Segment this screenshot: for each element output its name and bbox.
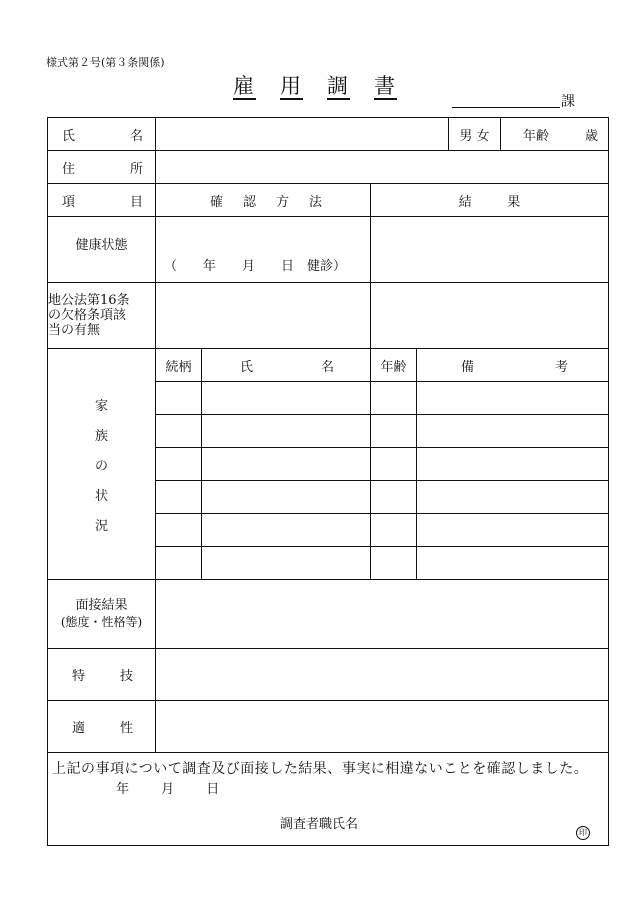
disqualification-result-field[interactable] bbox=[371, 283, 609, 349]
relation-cell[interactable] bbox=[156, 382, 202, 415]
relation-header: 続柄 bbox=[156, 349, 202, 382]
employment-form-table bbox=[47, 117, 609, 846]
interview-label: 面接結果 bbox=[75, 598, 128, 613]
remarks-cell[interactable] bbox=[417, 382, 609, 415]
label-char: 族 bbox=[94, 429, 108, 444]
skill-label-cell bbox=[48, 649, 156, 701]
name-label-cell bbox=[48, 118, 156, 151]
confirmation-date[interactable]: 年 月 日 bbox=[116, 782, 220, 797]
method-header bbox=[156, 184, 371, 217]
header-char: 方 bbox=[275, 194, 289, 210]
label-char: 状 bbox=[94, 489, 108, 504]
family-age-cell[interactable] bbox=[371, 382, 417, 415]
label-char: 氏 bbox=[62, 128, 76, 144]
remarks-cell[interactable] bbox=[417, 514, 609, 547]
family-age-cell[interactable] bbox=[371, 547, 417, 580]
remarks-cell[interactable] bbox=[417, 547, 609, 580]
item-label-cell bbox=[48, 184, 156, 217]
result-header bbox=[371, 184, 609, 217]
label-char: 項 bbox=[62, 194, 76, 210]
health-result-field[interactable] bbox=[371, 217, 609, 283]
label-char: 住 bbox=[62, 161, 76, 177]
family-age-header: 年齢 bbox=[371, 349, 417, 382]
interview-label-cell bbox=[48, 580, 156, 649]
label-char: 所 bbox=[129, 161, 143, 177]
health-label: 健康状態 bbox=[48, 217, 156, 283]
label-char: 家 bbox=[94, 399, 108, 414]
header-char: 結 bbox=[458, 194, 472, 210]
family-age-cell[interactable] bbox=[371, 481, 417, 514]
health-method-field[interactable] bbox=[156, 217, 371, 283]
family-age-cell[interactable] bbox=[371, 514, 417, 547]
header-char: 考 bbox=[554, 359, 568, 375]
family-name-header bbox=[202, 349, 371, 382]
family-name-cell[interactable] bbox=[202, 547, 371, 580]
label-line: 当の有無 bbox=[48, 323, 101, 338]
interview-sublabel: (態度・性格等) bbox=[60, 615, 143, 629]
confirmation-statement: 上記の事項について調査及び面接した結果、事実に相違ないことを確認しました。 bbox=[52, 761, 589, 777]
label-char: 適 bbox=[72, 721, 86, 736]
title-char: 調 bbox=[327, 74, 350, 98]
family-name-cell[interactable] bbox=[202, 514, 371, 547]
title-char: 用 bbox=[280, 74, 303, 98]
relation-cell[interactable] bbox=[156, 448, 202, 481]
label-char: 技 bbox=[119, 669, 133, 684]
investigator-label: 調査者職氏名 bbox=[280, 817, 359, 832]
remarks-cell[interactable] bbox=[417, 481, 609, 514]
name-field[interactable] bbox=[156, 118, 449, 151]
label-char: 目 bbox=[129, 194, 143, 210]
relation-cell[interactable] bbox=[156, 547, 202, 580]
title-char: 雇 bbox=[233, 74, 256, 98]
gender-field[interactable]: 男 女 bbox=[449, 118, 501, 151]
title-char: 書 bbox=[374, 74, 397, 98]
family-section-label bbox=[48, 349, 156, 580]
age-label: 年齢 bbox=[523, 128, 550, 144]
label-char: 況 bbox=[94, 519, 108, 534]
family-name-cell[interactable] bbox=[202, 382, 371, 415]
address-field[interactable] bbox=[156, 151, 609, 184]
header-char: 氏 bbox=[240, 359, 254, 375]
label-line: 地公法第16条 bbox=[48, 293, 130, 308]
header-char: 備 bbox=[461, 359, 475, 375]
relation-cell[interactable] bbox=[156, 514, 202, 547]
relation-cell[interactable] bbox=[156, 415, 202, 448]
family-age-cell[interactable] bbox=[371, 415, 417, 448]
header-char: 果 bbox=[507, 194, 521, 210]
address-label-cell bbox=[48, 151, 156, 184]
document-title bbox=[0, 70, 630, 100]
remarks-cell[interactable] bbox=[417, 415, 609, 448]
remarks-cell[interactable] bbox=[417, 448, 609, 481]
label-char: 名 bbox=[129, 128, 143, 144]
remarks-header bbox=[417, 349, 609, 382]
label-char: 特 bbox=[72, 669, 86, 684]
department-suffix: 課 bbox=[561, 94, 575, 110]
label-line: の欠格条項該 bbox=[48, 308, 127, 323]
header-char: 名 bbox=[320, 359, 334, 375]
form-number: 様式第２号(第３条関係) bbox=[46, 56, 165, 69]
family-name-cell[interactable] bbox=[202, 448, 371, 481]
age-unit: 歳 bbox=[584, 128, 598, 144]
label-char: の bbox=[94, 459, 108, 474]
confirmation-cell bbox=[48, 753, 609, 846]
label-char: 性 bbox=[119, 721, 133, 736]
aptitude-field[interactable] bbox=[156, 701, 609, 753]
family-age-cell[interactable] bbox=[371, 448, 417, 481]
header-char: 認 bbox=[242, 194, 256, 210]
header-char: 確 bbox=[209, 194, 223, 210]
seal-mark: 印 bbox=[576, 826, 590, 840]
disqualification-method-field[interactable] bbox=[156, 283, 371, 349]
disqualification-label bbox=[48, 283, 156, 349]
family-name-cell[interactable] bbox=[202, 481, 371, 514]
age-field[interactable] bbox=[501, 118, 609, 151]
relation-cell[interactable] bbox=[156, 481, 202, 514]
department-field[interactable] bbox=[452, 107, 560, 108]
family-name-cell[interactable] bbox=[202, 415, 371, 448]
skill-field[interactable] bbox=[156, 649, 609, 701]
aptitude-label-cell bbox=[48, 701, 156, 753]
interview-field[interactable] bbox=[156, 580, 609, 649]
header-char: 法 bbox=[308, 194, 322, 210]
health-exam-note: （ 年 月 日 健診） bbox=[164, 259, 347, 274]
